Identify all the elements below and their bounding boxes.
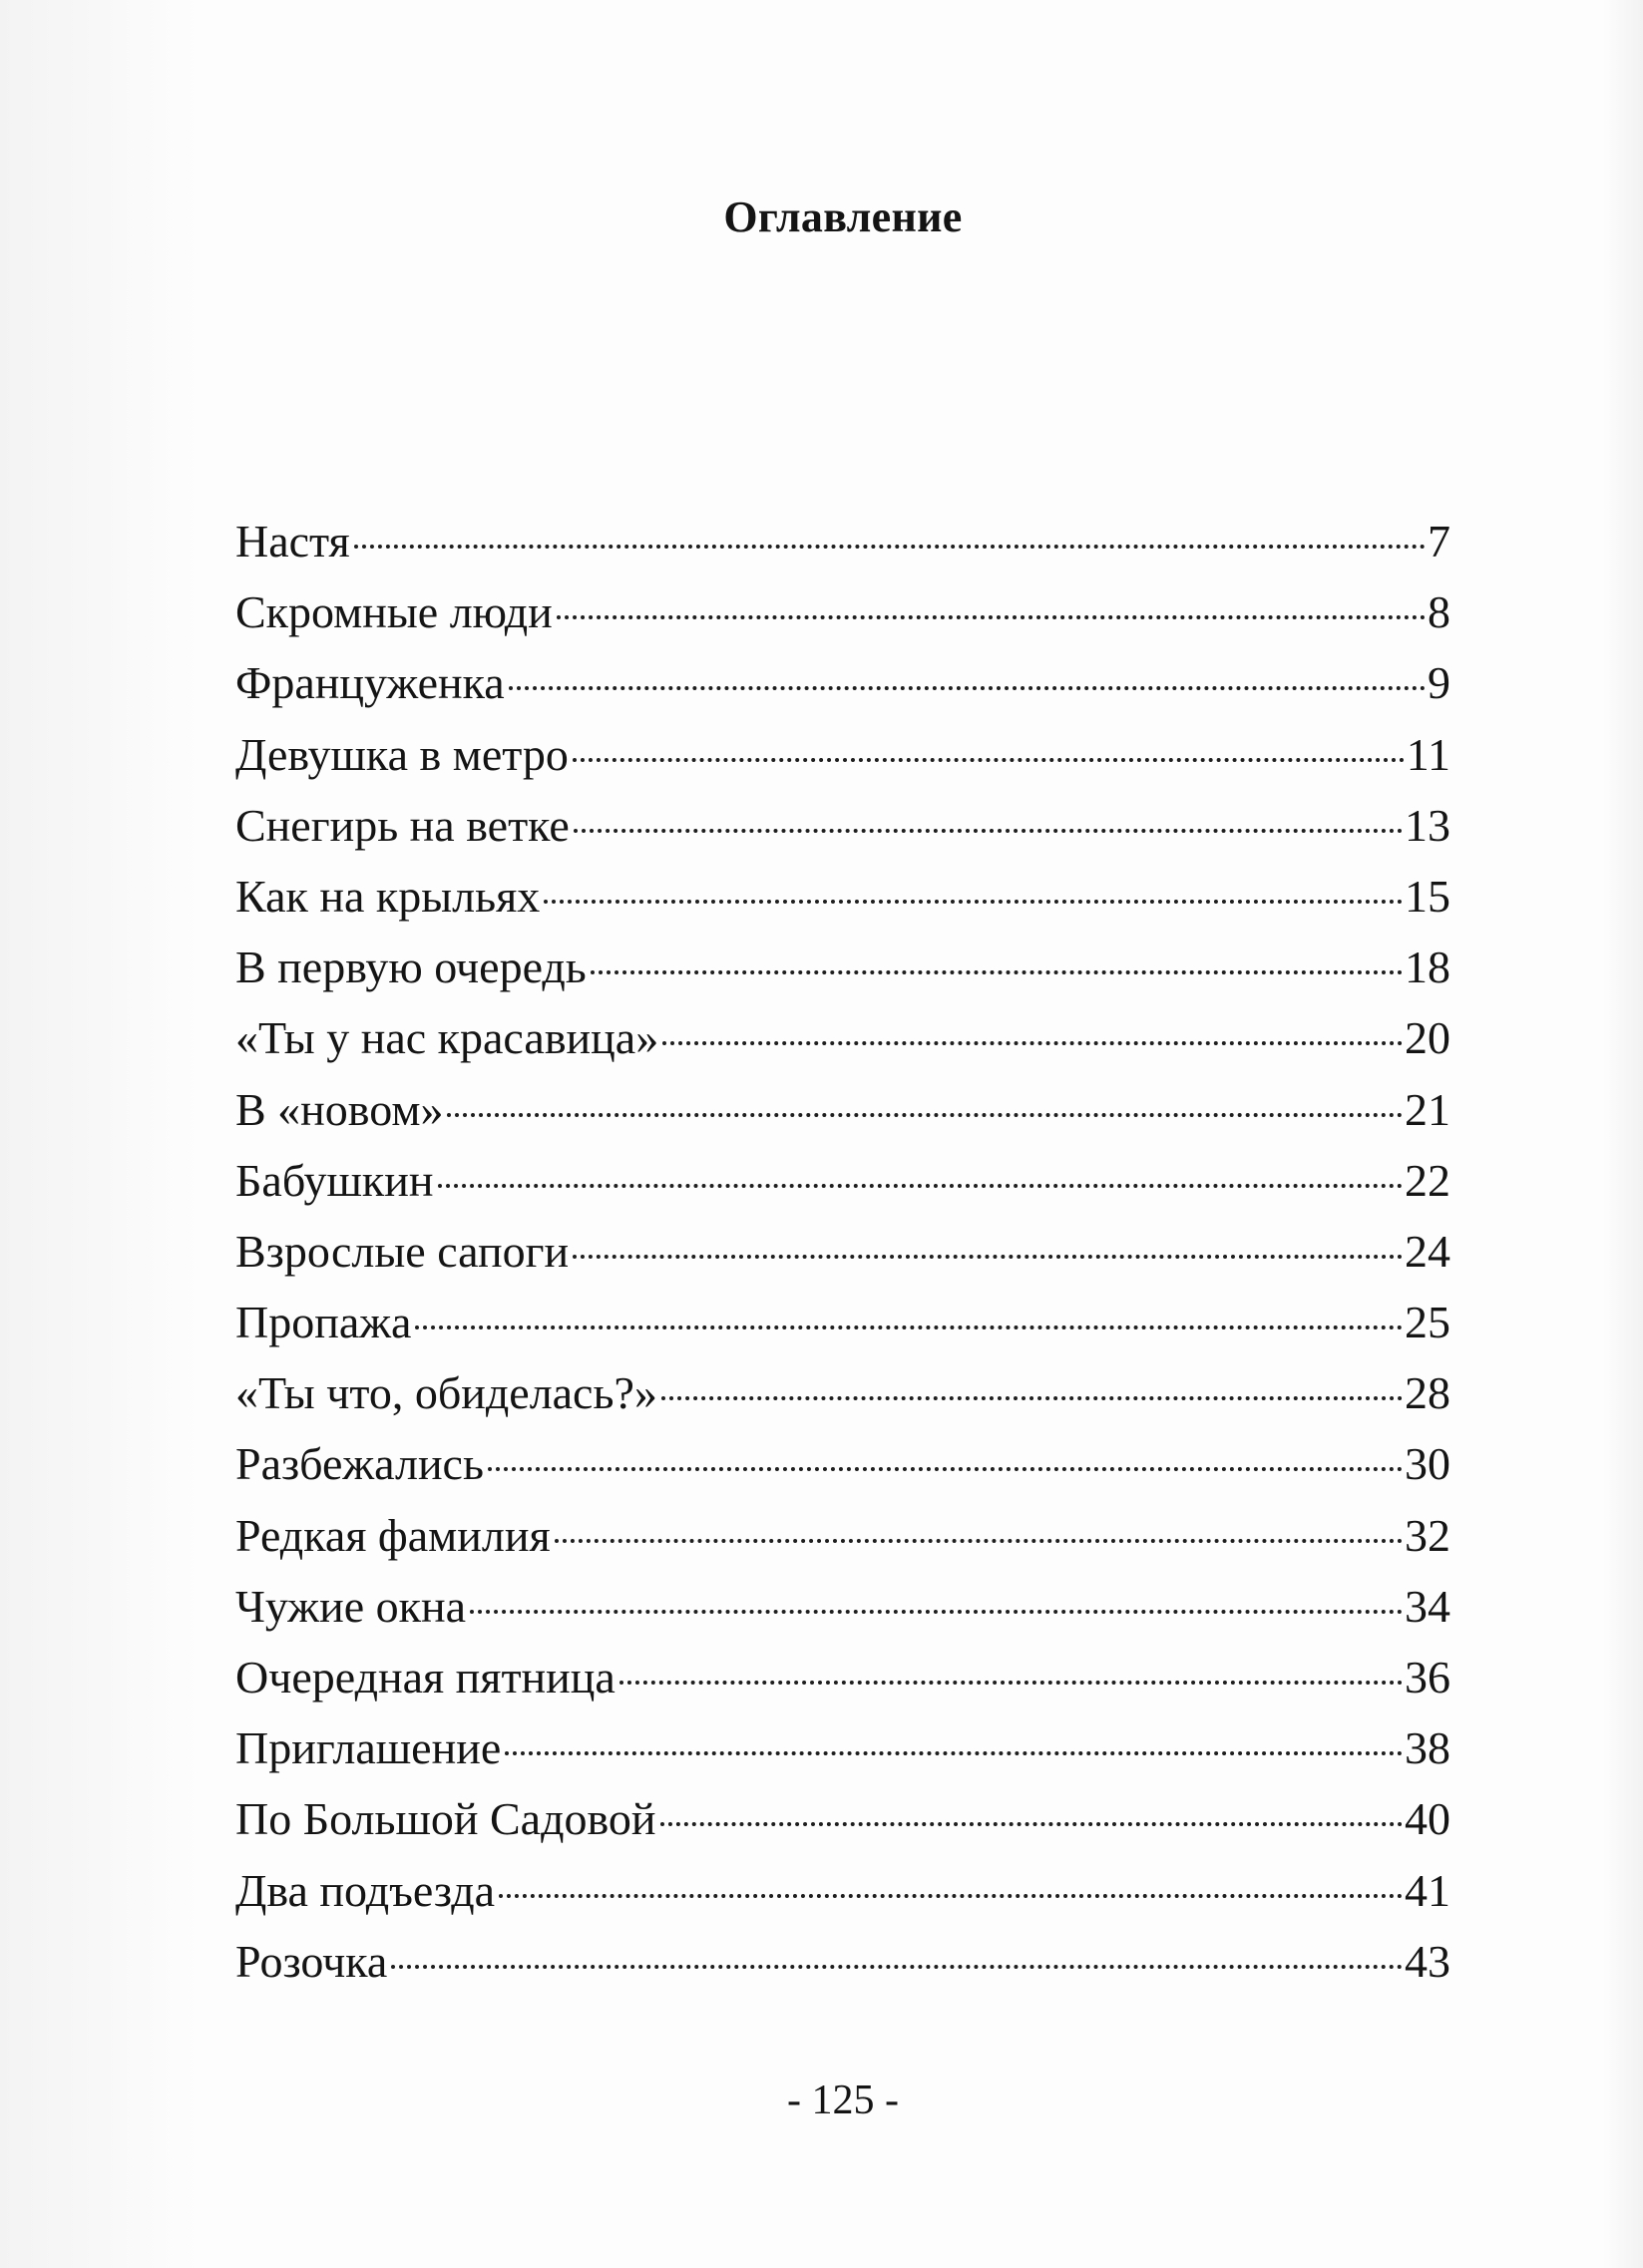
toc-entry-title: Взрослые сапоги (235, 1225, 570, 1277)
toc-entry-page: 36 (1405, 1652, 1450, 1702)
toc-entry-title: Скромные люди (235, 586, 553, 638)
toc-entry-title: Розочка (235, 1935, 388, 1987)
toc-entry-page: 28 (1405, 1367, 1450, 1419)
toc-entry-title: В первую очередь (235, 942, 587, 993)
toc-entry-title: Два подъезда (235, 1864, 496, 1916)
toc-entry-page: 11 (1406, 728, 1450, 780)
toc-entry-page: 9 (1428, 657, 1450, 709)
toc-dot-leader (415, 1325, 1403, 1329)
toc-entry-title: Разбежались (235, 1438, 484, 1490)
toc-dot-leader (661, 1396, 1403, 1400)
toc-entry (235, 1296, 1450, 1366)
toc-dot-leader (488, 1467, 1403, 1471)
toc-entry (235, 1935, 1450, 2006)
toc-entry-title: «Ты у нас красавица» (235, 1012, 659, 1064)
toc-entry-page: 8 (1428, 586, 1450, 638)
toc-dot-leader (544, 900, 1403, 904)
page-number: - 125 - (787, 2078, 899, 2123)
toc-entry-page: 41 (1405, 1864, 1450, 1916)
toc-entry-title: Француженка (235, 657, 505, 709)
page-title: Оглавление (723, 192, 963, 241)
toc-entry-title: «Ты что, обиделась?» (235, 1367, 657, 1419)
toc-dot-leader (499, 1894, 1403, 1898)
toc-entry-title: Бабушкин (235, 1154, 434, 1206)
toc-entry-page: 20 (1405, 1012, 1450, 1064)
toc-dot-leader (470, 1610, 1403, 1614)
toc-entry-page: 30 (1405, 1438, 1450, 1490)
table-of-contents (235, 515, 1450, 2006)
toc-entry (235, 656, 1450, 727)
toc-entry-page: 25 (1405, 1297, 1450, 1348)
toc-entry (235, 515, 1450, 585)
toc-entry-page: 15 (1405, 870, 1450, 922)
toc-dot-leader (438, 1184, 1404, 1188)
page-edge-shadow (1603, 0, 1643, 2268)
toc-entry-title: Снегирь на ветке (235, 799, 570, 851)
toc-entry-title: Чужие окна (235, 1580, 466, 1632)
toc-entry (235, 1366, 1450, 1437)
toc-entry (235, 1437, 1450, 1508)
toc-dot-leader (662, 1041, 1403, 1045)
toc-entry-page: 38 (1405, 1722, 1450, 1774)
toc-dot-leader (505, 1751, 1403, 1755)
toc-entry-title: Настя (235, 516, 350, 567)
toc-dot-leader (574, 829, 1403, 833)
toc-dot-leader (619, 1681, 1403, 1685)
toc-dot-leader (660, 1822, 1403, 1826)
toc-entry (235, 728, 1450, 799)
toc-dot-leader (354, 545, 1426, 549)
toc-entry-title: По Большой Садовой (235, 1793, 656, 1845)
toc-entry-page: 18 (1405, 942, 1450, 993)
toc-dot-leader (573, 1255, 1403, 1259)
toc-entry-page: 34 (1405, 1580, 1450, 1632)
toc-entry (235, 1154, 1450, 1225)
toc-entry-title: Пропажа (235, 1297, 412, 1348)
toc-entry (235, 1721, 1450, 1792)
toc-entry (235, 1651, 1450, 1721)
toc-entry-page: 40 (1405, 1793, 1450, 1845)
toc-entry (235, 1011, 1450, 1082)
toc-entry-title: Очередная пятница (235, 1652, 616, 1702)
toc-entry-page: 43 (1405, 1935, 1450, 1987)
toc-dot-leader (555, 1539, 1403, 1543)
toc-entry-page: 24 (1405, 1225, 1450, 1277)
toc-dot-leader (447, 1113, 1403, 1117)
toc-dot-leader (557, 615, 1426, 619)
toc-entry (235, 799, 1450, 870)
toc-entry-title: Редкая фамилия (235, 1509, 551, 1561)
toc-entry-page: 13 (1405, 799, 1450, 851)
toc-dot-leader (391, 1965, 1403, 1969)
toc-entry (235, 585, 1450, 656)
toc-entry (235, 870, 1450, 941)
toc-entry-title: В «новом» (235, 1083, 444, 1135)
toc-entry-title: Девушка в метро (235, 728, 569, 780)
toc-entry (235, 1509, 1450, 1580)
toc-dot-leader (591, 970, 1403, 974)
toc-entry-page: 7 (1428, 516, 1450, 567)
toc-entry-title: Как на крыльях (235, 870, 541, 922)
toc-entry (235, 1083, 1450, 1154)
toc-entry (235, 1792, 1450, 1863)
toc-dot-leader (509, 686, 1426, 690)
toc-entry (235, 1225, 1450, 1296)
toc-entry (235, 1580, 1450, 1651)
toc-entry-page: 32 (1405, 1509, 1450, 1561)
toc-entry (235, 1864, 1450, 1935)
toc-entry-page: 22 (1405, 1154, 1450, 1206)
page-gutter-shadow (0, 0, 200, 2268)
toc-entry-page: 21 (1405, 1083, 1450, 1135)
toc-entry (235, 941, 1450, 1011)
toc-entry-title: Приглашение (235, 1722, 502, 1774)
toc-dot-leader (573, 758, 1405, 762)
